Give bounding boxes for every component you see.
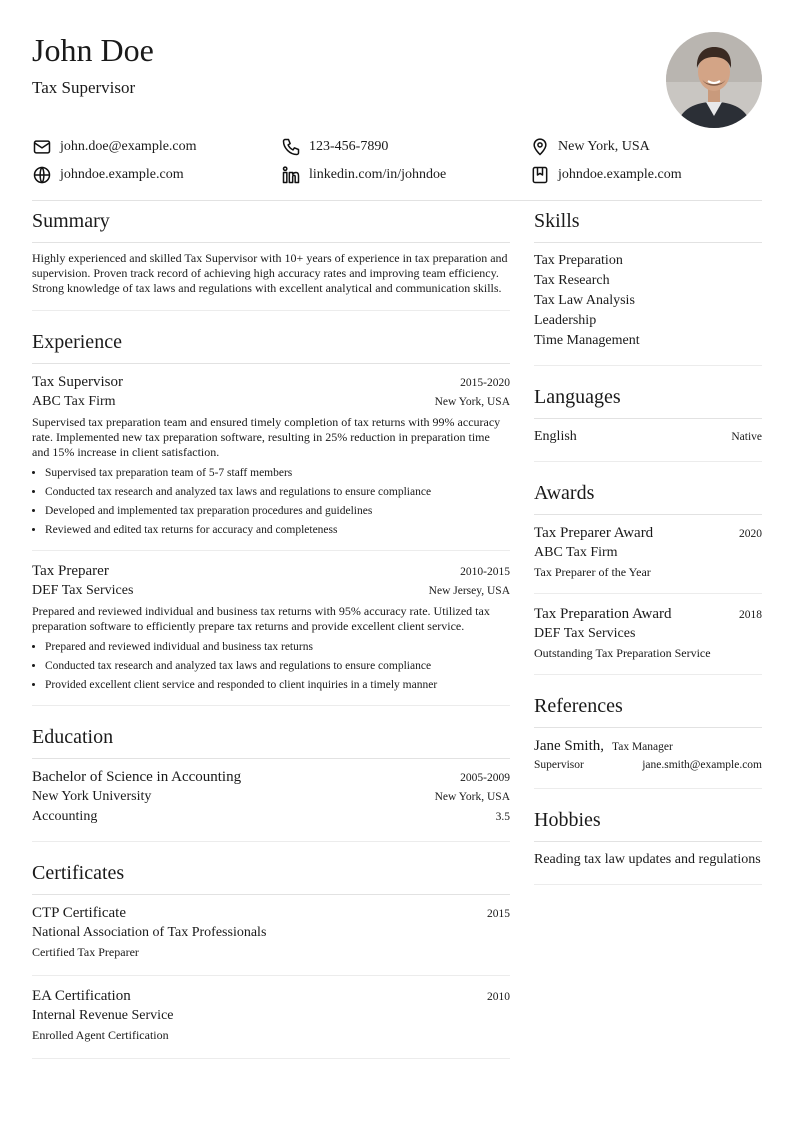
gpa: 3.5 (495, 811, 510, 823)
job-bullets (32, 464, 510, 540)
website-text: johndoe.example.com (60, 167, 184, 182)
contact-phone[interactable] (281, 137, 388, 157)
job-location: New Jersey, USA (428, 585, 510, 597)
reference-name: Jane Smith, (534, 738, 604, 754)
skill-item: Leadership (534, 313, 597, 328)
award-entry (534, 594, 762, 675)
summary-heading: Summary (32, 206, 510, 243)
award-org: ABC Tax Firm (534, 545, 618, 560)
contact-location (530, 137, 650, 157)
award-entry (534, 523, 762, 594)
certificate-issuer: National Association of Tax Professionals (32, 925, 267, 940)
linkedin-icon (281, 165, 301, 185)
side-column (534, 206, 762, 885)
skill-item: Tax Law Analysis (534, 293, 635, 308)
reference-email[interactable]: jane.smith@example.com (642, 759, 762, 771)
award-detail: Outstanding Tax Preparation Service (534, 646, 711, 660)
certificates-section (32, 858, 510, 1059)
email-text: john.doe@example.com (60, 139, 197, 154)
school: New York University (32, 789, 152, 804)
languages-section (534, 382, 762, 462)
skills-heading: Skills (534, 206, 762, 243)
education-dates: 2005-2009 (460, 772, 510, 784)
award-year: 2020 (739, 528, 762, 540)
skill-item: Time Management (534, 333, 640, 348)
header-divider (32, 200, 762, 201)
skill-item: Tax Research (534, 273, 610, 288)
location-pin-icon (530, 137, 550, 157)
references-heading: References (534, 691, 762, 728)
job-role: Tax Preparer (32, 563, 109, 579)
language-name: English (534, 429, 577, 444)
job-location: New York, USA (434, 396, 510, 408)
contact-portfolio[interactable] (530, 165, 682, 185)
skills-section (534, 206, 762, 366)
list-item: • Reviewed and edited tax returns for accuracy and completeness (45, 521, 510, 540)
experience-entry (32, 550, 510, 705)
linkedin-text: linkedin.com/in/johndoe (309, 167, 447, 182)
main-column (32, 206, 510, 1059)
job-dates: 2010-2015 (460, 566, 510, 578)
certificate-entry (32, 976, 510, 1059)
job-company: DEF Tax Services (32, 583, 134, 598)
hobbies-heading: Hobbies (534, 805, 762, 842)
hobbies-section (534, 805, 762, 885)
job-description: Supervised tax preparation team and ensured timely completion of tax returns with 99% accuracy rate. Implemented new tax preparation software, resulting in 25% reduction in preparation time and 15% increase in client satisfaction. (32, 415, 501, 459)
certificate-detail: Enrolled Agent Certification (32, 1028, 169, 1042)
education-heading: Education (32, 722, 510, 759)
skill-item: Tax Preparation (534, 253, 623, 268)
list-item: • Supervised tax preparation team of 5-7 staff members (45, 464, 510, 483)
job-bullets (32, 638, 510, 695)
contact-linkedin[interactable] (281, 165, 446, 185)
list-item: • Conducted tax research and analyzed tax laws and regulations to ensure compliance (45, 483, 510, 502)
job-role: Tax Supervisor (32, 374, 124, 390)
location-text: New York, USA (558, 139, 650, 154)
certificate-entry (32, 903, 510, 976)
list-item: • Conducted tax research and analyzed tax laws and regulations to ensure compliance (45, 657, 510, 676)
job-dates: 2015-2020 (460, 377, 510, 389)
candidate-name: John Doe (32, 32, 154, 68)
portfolio-text: johndoe.example.com (558, 167, 682, 182)
field-of-study: Accounting (32, 809, 98, 824)
profile-photo (666, 32, 762, 128)
phone-icon (281, 137, 301, 157)
education-location: New York, USA (434, 791, 510, 803)
job-company: ABC Tax Firm (32, 394, 116, 409)
list-item: • Developed and implemented tax preparation procedures and guidelines (45, 502, 510, 521)
summary-text: Highly experienced and skilled Tax Supervisor with 10+ years of experience in tax preparation and supervision. Proven track record of achieving high accuracy rates and improving team efficiency. Strong knowledge of tax laws and regulations with excellent analytical and communication skills. (32, 251, 508, 295)
award-org: DEF Tax Services (534, 626, 636, 641)
degree: Bachelor of Science in Accounting (32, 769, 242, 785)
experience-heading: Experience (32, 327, 510, 364)
certificate-issuer: Internal Revenue Service (32, 1008, 174, 1023)
phone-text: 123-456-7890 (309, 139, 389, 154)
reference-relation: Supervisor (534, 759, 584, 771)
certificates-heading: Certificates (32, 858, 510, 895)
experience-entry (32, 372, 510, 550)
bookmark-icon (530, 165, 550, 185)
list-item: • Provided excellent client service and responded to client inquiries in a timely manner (45, 676, 510, 695)
award-name: Tax Preparation Award (534, 606, 672, 622)
certificate-name: EA Certification (32, 988, 131, 1004)
list-item: • Prepared and reviewed individual and business tax returns (45, 638, 510, 657)
award-detail: Tax Preparer of the Year (534, 565, 651, 579)
mail-icon (32, 137, 52, 157)
certificate-year: 2010 (487, 991, 510, 1003)
awards-heading: Awards (534, 478, 762, 515)
experience-section (32, 327, 510, 706)
references-section (534, 691, 762, 789)
hobby-item: Reading tax law updates and regulations (534, 852, 761, 867)
education-section (32, 722, 510, 842)
language-level: Native (731, 431, 762, 443)
globe-icon (32, 165, 52, 185)
award-name: Tax Preparer Award (534, 525, 654, 541)
contact-email[interactable] (32, 137, 197, 157)
certificate-year: 2015 (487, 908, 510, 920)
awards-section (534, 478, 762, 675)
certificate-detail: Certified Tax Preparer (32, 945, 139, 959)
reference-position: Tax Manager (612, 741, 673, 753)
certificate-name: CTP Certificate (32, 905, 126, 921)
languages-heading: Languages (534, 382, 762, 419)
job-title: Tax Supervisor (32, 78, 136, 97)
award-year: 2018 (739, 609, 762, 621)
summary-section (32, 206, 510, 311)
job-description: Prepared and reviewed individual and business tax returns with 95% accuracy rate. Utilized tax preparation software to efficiently prepare tax returns and provide excellent client service. (32, 604, 490, 633)
contact-website[interactable] (32, 165, 184, 185)
